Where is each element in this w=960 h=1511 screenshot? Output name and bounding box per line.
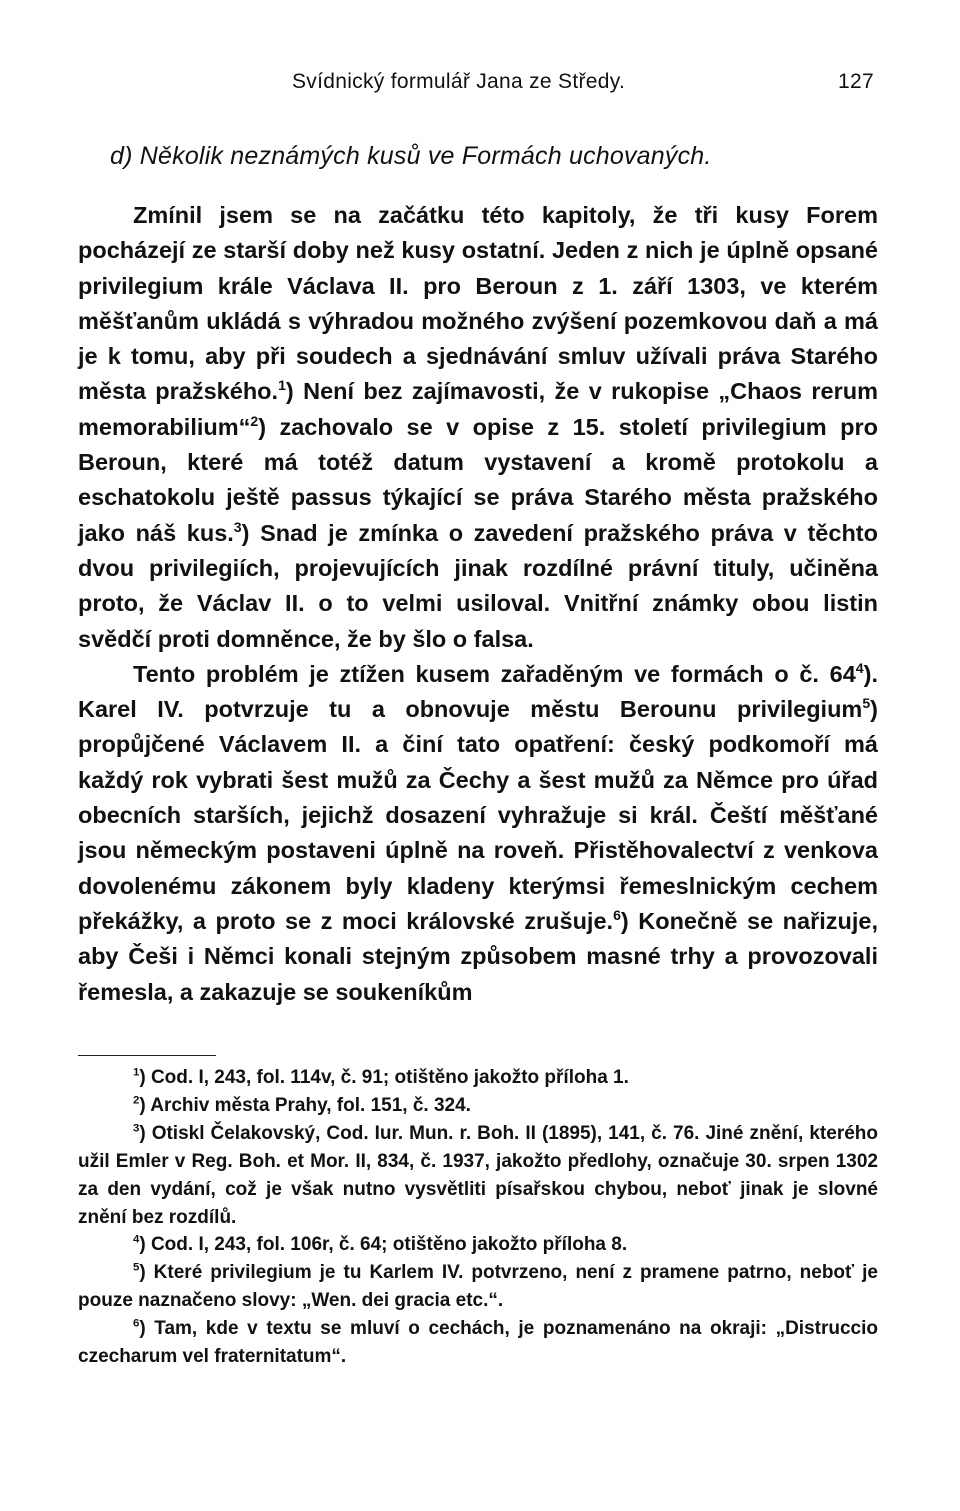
footnote-marker: 2 xyxy=(133,1094,140,1107)
body-text xyxy=(78,198,878,1010)
paragraph-1-text-d: ) Snad je zmínka o zavedení pražského práva v těchto dvou privilegiích, projevujících jinak rozdílné právní tituly, učiněna proto, že Václav II. o to velmi usiloval. Vnitřní známky obou listin svědčí proti domněnce, že by šlo o falsa. xyxy=(78,519,878,652)
footnote-divider xyxy=(78,1055,216,1056)
footnote-2 xyxy=(78,1092,878,1120)
footnote-ref-3: 3 xyxy=(233,518,242,535)
footnote-5 xyxy=(78,1259,878,1315)
paragraph-1-text-b: ) Není bez zajímavosti, že v rukopise „Chaos rerum memorabilium“ xyxy=(78,378,878,440)
running-head xyxy=(78,70,878,106)
footnote-ref-5: 5 xyxy=(862,695,871,712)
paragraph-1 xyxy=(78,198,878,657)
footnote-marker: 6 xyxy=(133,1317,140,1330)
footnote-text: ) Cod. I, 243, fol. 106r, č. 64; otištěno jakožto příloha 8. xyxy=(139,1234,628,1256)
paragraph-2-text-d: ) Konečně se nařizuje, aby Češi i Němci konali stejným způsobem masné trhy a provozovali řemesla, a zakazuje se soukeníkům xyxy=(78,907,878,1005)
footnote-ref-4: 4 xyxy=(855,660,864,677)
section-heading: d) Několik neznámých kusů ve Formách uchovaných. xyxy=(110,142,712,170)
footnote-4 xyxy=(78,1231,878,1259)
page-number: 127 xyxy=(838,70,874,93)
paragraph-1-text-a: Zmínil jsem se na začátku této kapitoly, že tři kusy Forem pocházejí ze starší doby než kusy ostatní. Jeden z nich je úplně opsané privilegium krále Václava II. pro Beroun z 1. září 1303, ve kterém měšťanům ukládá s výhradou možného zvýšení pozemkovou daň a má je k tomu, aby při soudech a sjednávání smluv užívali práva Starého města pražského. xyxy=(78,202,878,405)
footnotes xyxy=(78,1064,878,1371)
footnote-marker: 5 xyxy=(133,1262,140,1275)
paragraph-2-text-c: ) propůjčené Václavem II. a činí tato opatření: český podkomoří má každý rok vybrati šest mužů za Čechy a šest mužů za Němce pro úřad obecních starších, jejichž dosazení vyhražuje si král. Čeští měšťané jsou německým postaveni úplně na roveň. Přistěhovalectví z venkova dovolenému zákonem byly kladeny kterýmsi řemeslnickým cechem překážky, a proto se z moci královské zrušuje. xyxy=(78,696,878,934)
footnote-6 xyxy=(78,1315,878,1371)
footnote-text: ) Otiskl Čelakovský, Cod. Iur. Mun. r. Boh. II (1895), 141, č. 76. Jiné znění, kterého užil Emler v Reg. Boh. et Mor. II, 834, č. 1937, jakožto předlohy, označuje 30. srpen 1302 za den vydání, což je však nutno vysvětliti písařskou chybou, neboť jinak je slovné znění bez rozdílů. xyxy=(78,1122,878,1228)
footnote-text: ) Tam, kde v textu se mluví o cechách, je poznamenáno na okraji: „Distruccio czecharum vel fraternitatum“. xyxy=(78,1318,878,1368)
footnote-ref-2: 2 xyxy=(250,412,259,429)
footnote-3 xyxy=(78,1120,878,1232)
footnote-marker: 3 xyxy=(133,1122,140,1135)
paragraph-2-text-a: Tento problém je ztížen kusem zařaděným ve formách o č. 64 xyxy=(133,660,856,687)
paragraph-1-text-c: ) zachovalo se v opise z 15. století privilegium pro Beroun, které má totéž datum vystavení a kromě protokolu a eschatokolu ještě passus týkající se práva Starého města pražského jako náš kus. xyxy=(78,413,878,546)
paragraph-2 xyxy=(78,657,878,1010)
footnote-text: ) Cod. I, 243, fol. 114v, č. 91; otištěno jakožto příloha 1. xyxy=(139,1067,629,1088)
running-title: Svídnický formulář Jana ze Středy. xyxy=(292,70,626,93)
paragraph-2-text-b: ). Karel IV. potvrzuje tu a obnovuje městu Berounu privilegium xyxy=(78,660,878,723)
footnote-ref-1: 1 xyxy=(278,377,286,394)
footnote-marker: 4 xyxy=(133,1234,140,1247)
footnote-text: ) Které privilegium je tu Karlem IV. potvrzeno, není z pramene patrno, neboť je pouze naznačeno slovy: „Wen. dei gracia etc.“. xyxy=(78,1262,878,1312)
footnote-text: ) Archiv města Prahy, fol. 151, č. 324. xyxy=(139,1094,471,1116)
footnote-ref-6: 6 xyxy=(613,907,621,924)
footnote-marker: 1 xyxy=(133,1066,140,1079)
footnote-1 xyxy=(78,1064,878,1092)
